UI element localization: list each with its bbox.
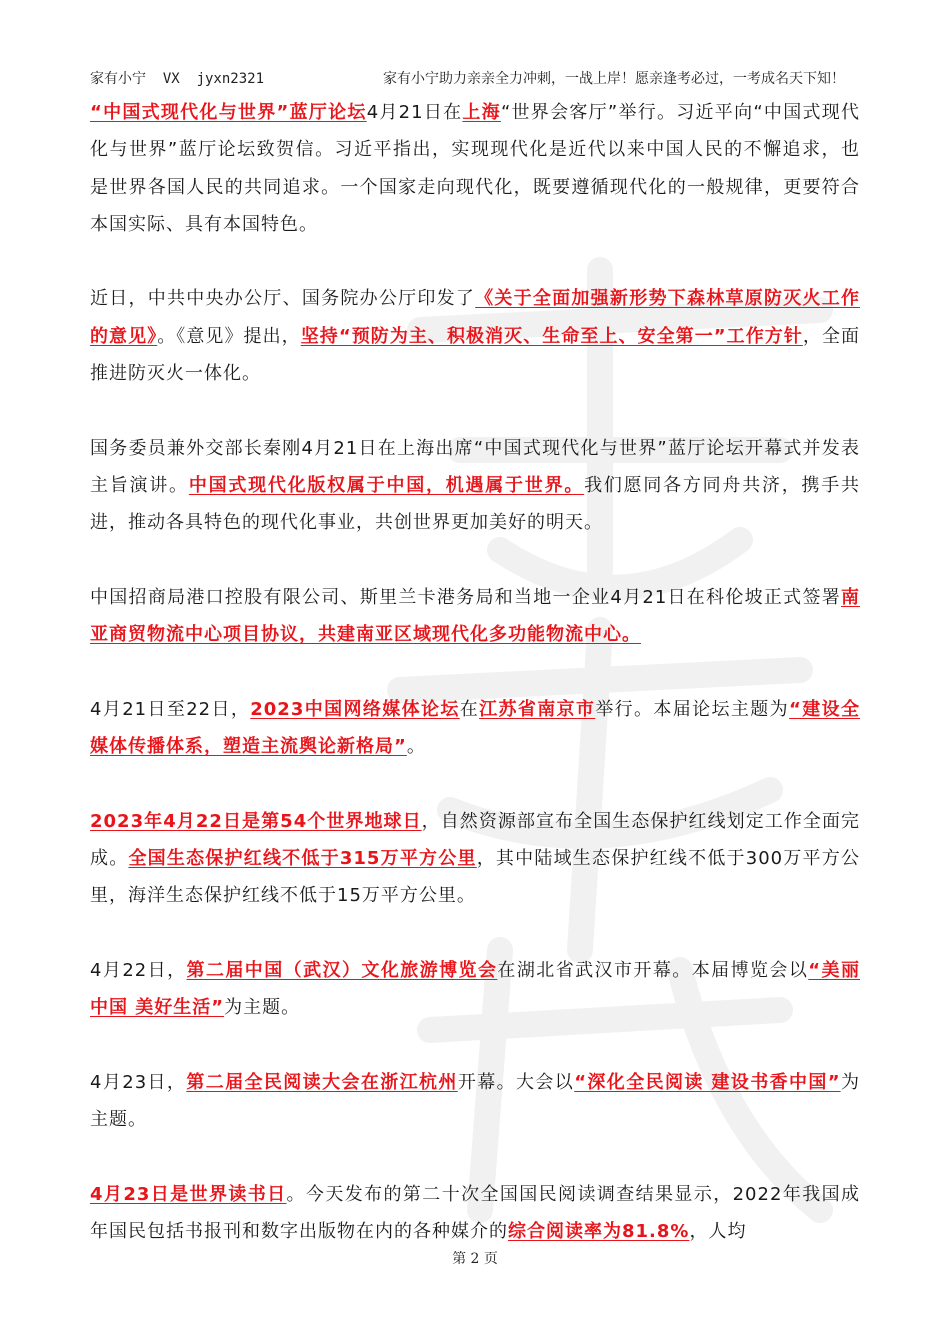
news-paragraph [90,1064,860,1139]
news-paragraph [90,952,860,1027]
news-paragraph [90,691,860,766]
highlighted-text: 上海 [462,102,501,123]
news-paragraph [90,1176,860,1251]
highlighted-text: 第二届中国（武汉）文化旅游博览会 [186,959,498,981]
news-paragraph [90,280,860,392]
body-text: 。《意见》提出， [157,325,301,347]
highlighted-text: 坚持“预防为主、积极消灭、生命至上、安全第一”工作方针 [300,325,803,347]
header-left-text: 家有小宁 VX jyxn2321 [90,71,265,87]
highlighted-text: 江苏省南京市 [479,698,596,720]
body-text: 我们愿同各方同舟共济，携手共进，推动各具特色的现代化事业，共创世界更加美好的明天。 [90,474,861,534]
highlighted-text: 《关于全面加强新形势下森林草原防灭火工作的意见》 [90,288,861,347]
news-paragraph [90,579,860,654]
body-text: 为主题。 [90,1071,861,1131]
highlighted-text: 4月23日是世界读书日 [90,1183,287,1205]
highlighted-text: 南亚商贸物流中心项目协议，共建南亚区域现代化多功能物流中心。 [90,586,860,646]
news-paragraph [90,803,860,915]
highlighted-text: 综合阅读率为81.8% [508,1220,690,1242]
body-text: ，人均 [689,1220,747,1242]
highlighted-text: 第二届全民阅读大会在浙江杭州 [186,1071,458,1093]
highlighted-text: “美丽中国 美好生活” [90,959,860,1019]
highlighted-text: 全国生态保护红线不低于315万平方公里 [128,847,477,869]
body-text: 近日，中共中央办公厅、国务院办公厅印发了 [90,288,476,310]
highlighted-text: “中国式现代化与世界”蓝厅论坛 [90,102,367,123]
body-text: 在湖北省武汉市开幕。本届博览会以 [497,959,809,981]
body-text: 国务委员兼外交部长秦刚4月21日在上海出席“中国式现代化与世界”蓝厅论坛开幕式并发表主旨演讲。 [90,437,860,496]
page-number: 第 2 页 [452,1251,498,1267]
body-text: 。今天发布的第二十次全国国民阅读调查结果显示，2022年我国成年国民包括书报刊和数字出版物在内的各种媒介的 [90,1183,860,1242]
news-paragraph [90,430,860,542]
highlighted-text: 中国式现代化版权属于中国，机遇属于世界。 [188,474,585,496]
body-text: ，其中陆域生态保护红线不低于300万平方公里，海洋生态保护红线不低于15万平方公里。 [90,847,860,907]
body-text: “世界会客厅”举行。习近平向“中国式现代化与世界”蓝厅论坛致贺信。习近平指出，实现现代化是近代以来中国人民的不懈追求，也是世界各国人民的共同追求。一个国家走向现代化，既要遵循现代化的一般规律，更要符合本国实际、具有本国特色。 [90,102,861,235]
header-slogan: 家有小宁助力亲亲全力冲刺，一战上岸！愿亲逢考必过，一考成名天下知！ [383,71,845,87]
highlighted-text: 2023中国网络媒体论坛 [250,698,460,720]
body-text: ，自然资源部宣布全国生态保护红线划定工作全面完成。 [90,810,861,869]
body-text: 举行。本届论坛主题为 [595,698,790,720]
highlighted-text: “建设全媒体传播体系，塑造主流舆论新格局” [90,698,860,758]
body-text: 在 [459,698,480,720]
body-text: 4月22日， [90,959,187,981]
body-text: 为主题。 [224,997,301,1019]
highlighted-text: “深化全民阅读 建设书香中国” [574,1071,841,1093]
highlighted-text: 2023年4月22日是第54个世界地球日 [90,810,422,832]
body-text: ，全面推进防灭火一体化。 [90,325,861,385]
body-text: 开幕。大会以 [457,1071,575,1093]
body-text: 4月23日， [90,1071,187,1093]
body-text: 4月21日在 [366,102,463,123]
body-text: 。 [406,736,426,758]
document-body [90,94,860,1288]
body-text: 4月21日至22日， [90,698,251,720]
news-paragraph [90,94,860,243]
body-text: 中国招商局港口控股有限公司、斯里兰卡港务局和当地一企业4月21日在科伦坡正式签署 [90,586,841,608]
